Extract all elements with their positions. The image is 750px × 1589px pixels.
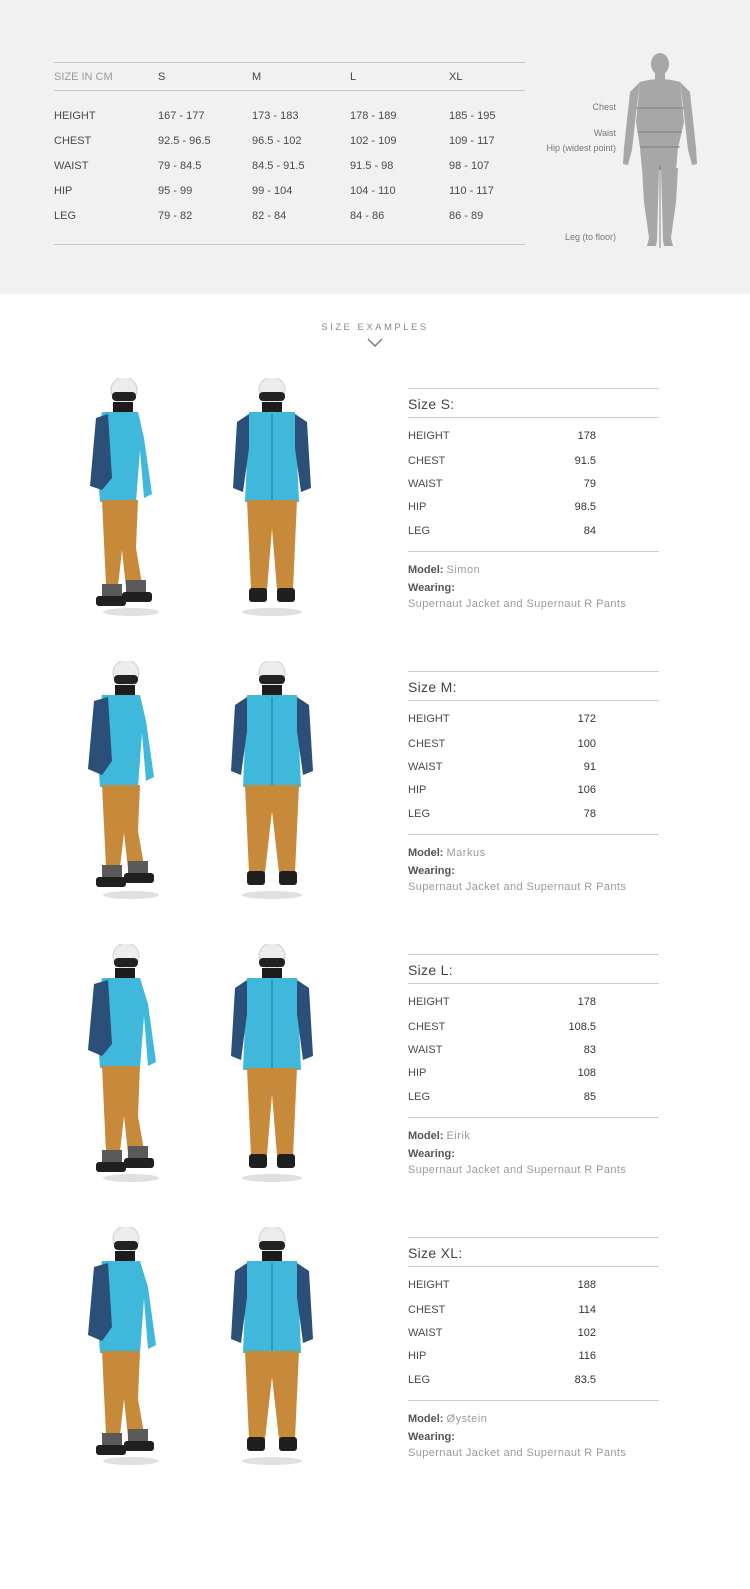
measurement-label: HEIGHT xyxy=(408,713,450,725)
wearing-label: Wearing: xyxy=(408,1148,455,1160)
table-header-rule xyxy=(54,90,525,91)
figure-label-chest: Chest xyxy=(592,102,616,112)
model-name: Markus xyxy=(446,847,486,859)
table-header-m: M xyxy=(252,71,262,83)
measurement-value: 83.5 xyxy=(574,1374,596,1386)
model-label: Model: xyxy=(408,1130,444,1142)
size-heading: Size S: xyxy=(408,396,455,412)
table-cell: 98 - 107 xyxy=(449,160,490,172)
measurement-label: LEG xyxy=(408,1374,431,1386)
measurement-value: 178 xyxy=(577,996,596,1008)
measurement-value: 91.5 xyxy=(574,455,596,467)
measurement-value: 188 xyxy=(577,1279,596,1291)
table-cell: 178 - 189 xyxy=(350,110,397,122)
table-cell: 92.5 - 96.5 xyxy=(158,135,211,147)
measurement-label: LEG xyxy=(408,808,431,820)
measurement-value: 100 xyxy=(577,738,596,750)
measurement-value: 116 xyxy=(578,1350,596,1362)
size-heading: Size L: xyxy=(408,962,453,978)
info-top-rule xyxy=(408,1237,659,1238)
model-front-view-image xyxy=(227,1227,317,1467)
table-cell: 109 - 117 xyxy=(449,135,495,147)
measurement-value: 78 xyxy=(583,808,596,820)
measurement-value: 108 xyxy=(577,1067,596,1079)
measurement-label: HEIGHT xyxy=(408,996,450,1008)
model-front-view-image xyxy=(227,378,317,618)
measurement-value: 172 xyxy=(577,713,596,725)
model-front-view-image xyxy=(227,661,317,901)
model-label: Model: xyxy=(408,564,444,576)
measurement-value: 91 xyxy=(583,761,596,773)
measurement-label: CHEST xyxy=(408,1304,446,1316)
table-bottom-rule xyxy=(54,244,525,245)
wearing-value: Supernaut Jacket and Supernaut R Pants xyxy=(408,1447,627,1459)
table-cell: 99 - 104 xyxy=(252,185,293,197)
size-examples-title: SIZE EXAMPLES xyxy=(321,322,429,333)
table-cell: 102 - 109 xyxy=(350,135,397,147)
table-cell: 185 - 195 xyxy=(449,110,496,122)
measurement-label: WAIST xyxy=(408,478,443,490)
measurement-label: HEIGHT xyxy=(408,1279,450,1291)
figure-label-leg: Leg (to floor) xyxy=(564,232,616,242)
chevron-down-icon xyxy=(367,338,383,348)
model-side-view-image xyxy=(86,944,176,1184)
measurement-label: LEG xyxy=(408,525,431,537)
wearing-label: Wearing: xyxy=(408,865,455,877)
wearing-label: Wearing: xyxy=(408,582,455,594)
measurement-label: WAIST xyxy=(408,761,443,773)
measurement-value: 98.5 xyxy=(574,501,596,513)
measurement-value: 102 xyxy=(577,1327,596,1339)
info-bottom-rule xyxy=(408,551,659,552)
table-cell: 79 - 82 xyxy=(158,210,193,222)
table-cell: 167 - 177 xyxy=(158,110,205,122)
wearing-value: Supernaut Jacket and Supernaut R Pants xyxy=(408,598,627,610)
table-cell: 82 - 84 xyxy=(252,210,287,222)
table-cell: 104 - 110 xyxy=(350,185,396,197)
model-side-view-image xyxy=(86,1227,176,1467)
size-example-l xyxy=(0,944,750,1214)
model-line xyxy=(408,847,486,859)
wearing-label: Wearing: xyxy=(408,1431,455,1443)
measurement-label: HIP xyxy=(408,501,427,513)
measurement-label: WAIST xyxy=(408,1044,443,1056)
row-label-leg: LEG xyxy=(54,210,77,222)
row-label-height: HEIGHT xyxy=(54,110,96,122)
row-label-hip: HIP xyxy=(54,185,73,197)
table-cell: 79 - 84.5 xyxy=(158,160,202,172)
info-top-rule xyxy=(408,954,659,955)
model-label: Model: xyxy=(408,847,444,859)
wearing-value: Supernaut Jacket and Supernaut R Pants xyxy=(408,1164,627,1176)
table-cell: 96.5 - 102 xyxy=(252,135,302,147)
measurement-value: 114 xyxy=(578,1304,596,1316)
row-label-chest: CHEST xyxy=(54,135,92,147)
wearing-value: Supernaut Jacket and Supernaut R Pants xyxy=(408,881,627,893)
measurement-label: CHEST xyxy=(408,1021,446,1033)
table-header-s: S xyxy=(158,71,166,83)
model-front-view-image xyxy=(227,944,317,1184)
info-heading-rule xyxy=(408,1266,659,1267)
table-top-rule xyxy=(54,62,525,63)
measurement-value: 108.5 xyxy=(568,1021,596,1033)
model-line xyxy=(408,564,480,576)
info-heading-rule xyxy=(408,983,659,984)
model-side-view-image xyxy=(86,661,176,901)
model-name: Simon xyxy=(446,564,481,576)
table-cell: 173 - 183 xyxy=(252,110,299,122)
table-header-xl: XL xyxy=(449,71,463,83)
info-top-rule xyxy=(408,388,659,389)
measurement-value: 85 xyxy=(583,1091,596,1103)
measurement-label: HEIGHT xyxy=(408,430,450,442)
model-name: Eirik xyxy=(446,1130,471,1142)
row-label-waist: WAIST xyxy=(54,160,89,172)
measurement-label: HIP xyxy=(408,784,427,796)
info-bottom-rule xyxy=(408,1117,659,1118)
figure-label-waist: Waist xyxy=(593,128,616,138)
measurement-label: CHEST xyxy=(408,738,446,750)
size-example-s xyxy=(0,378,750,648)
table-cell: 110 - 117 xyxy=(449,185,494,197)
table-cell: 84.5 - 91.5 xyxy=(252,160,305,172)
body-silhouette-icon xyxy=(620,52,700,250)
info-heading-rule xyxy=(408,700,659,701)
size-heading: Size XL: xyxy=(408,1245,463,1261)
info-bottom-rule xyxy=(408,834,659,835)
measurement-label: LEG xyxy=(408,1091,431,1103)
measurement-label: HIP xyxy=(408,1067,427,1079)
table-cell: 95 - 99 xyxy=(158,185,193,197)
measurement-value: 84 xyxy=(583,525,596,537)
model-line xyxy=(408,1413,487,1425)
table-cell: 84 - 86 xyxy=(350,210,385,222)
measurement-label: HIP xyxy=(408,1350,427,1362)
size-heading: Size M: xyxy=(408,679,457,695)
info-heading-rule xyxy=(408,417,659,418)
measurement-label: WAIST xyxy=(408,1327,443,1339)
measurement-value: 106 xyxy=(577,784,596,796)
table-header-l: L xyxy=(350,71,357,83)
info-top-rule xyxy=(408,671,659,672)
model-line xyxy=(408,1130,470,1142)
size-example-m xyxy=(0,661,750,931)
info-bottom-rule xyxy=(408,1400,659,1401)
table-cell: 91.5 - 98 xyxy=(350,160,394,172)
model-side-view-image xyxy=(86,378,176,618)
size-example-xl xyxy=(0,1227,750,1497)
model-label: Model: xyxy=(408,1413,444,1425)
table-header-unit: SIZE IN CM xyxy=(54,71,113,83)
size-chart-section xyxy=(0,0,750,294)
model-name: Øystein xyxy=(446,1413,488,1425)
measurement-value: 178 xyxy=(577,430,596,442)
table-cell: 86 - 89 xyxy=(449,210,484,222)
figure-label-hip: Hip (widest point) xyxy=(546,143,616,153)
measurement-label: CHEST xyxy=(408,455,446,467)
measurement-value: 79 xyxy=(583,478,596,490)
measurement-value: 83 xyxy=(583,1044,596,1056)
